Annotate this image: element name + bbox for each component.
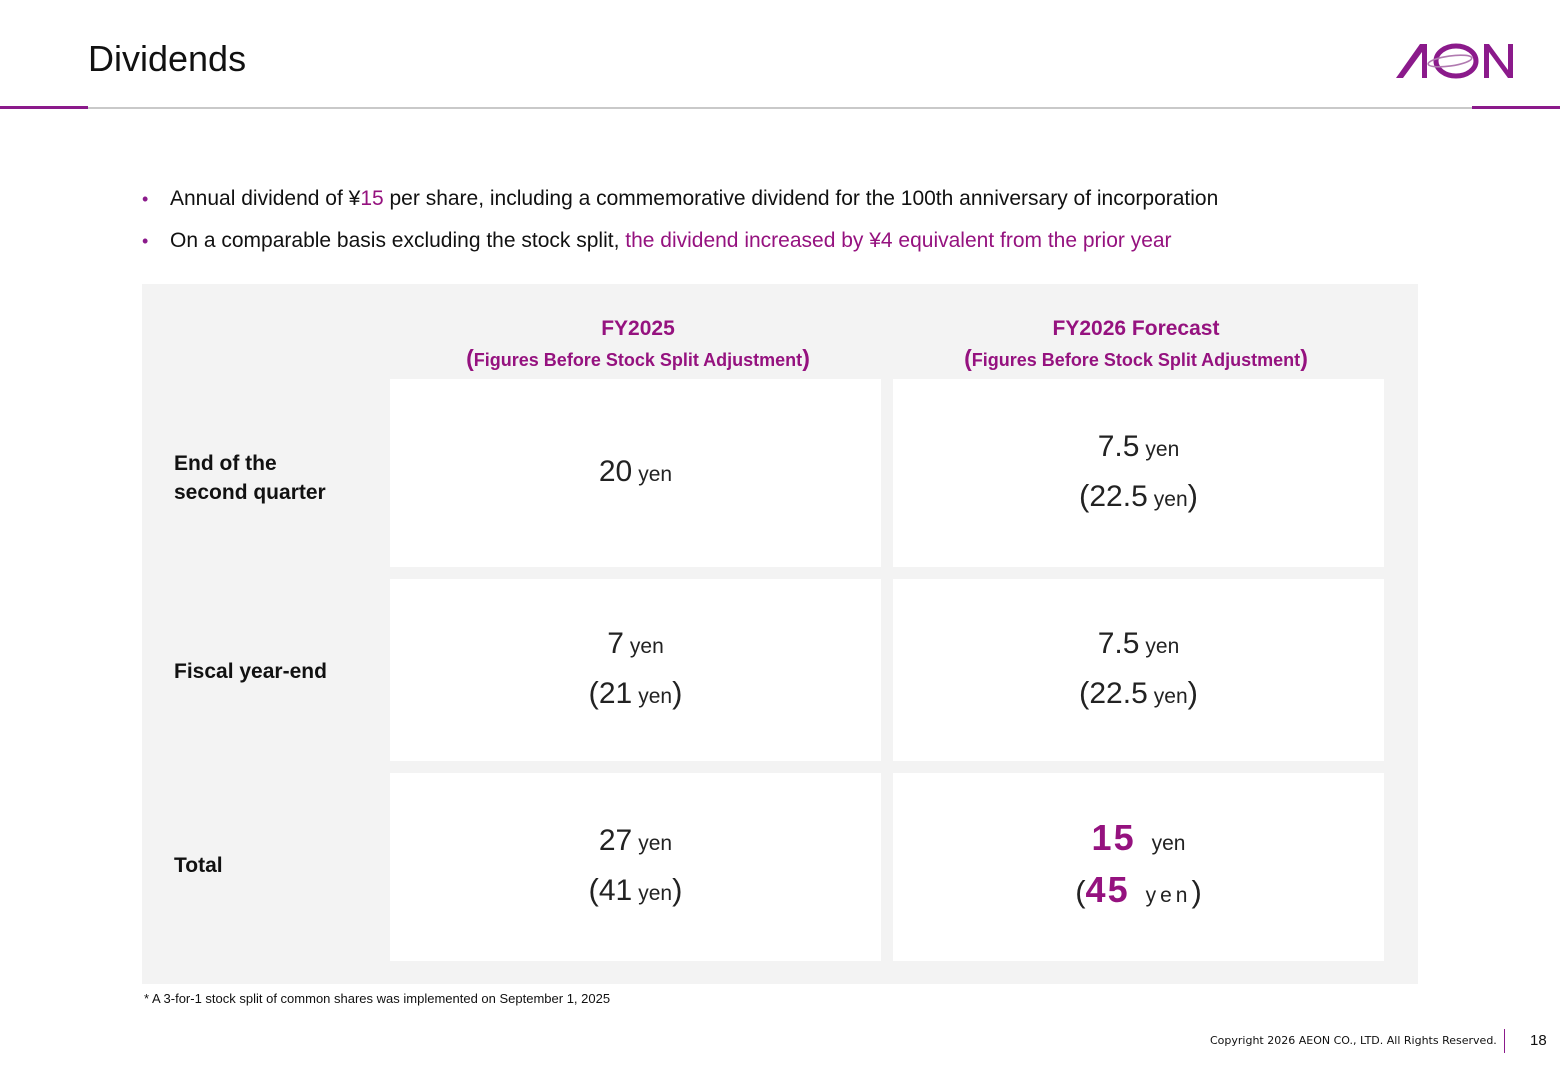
summary-bullets [142, 178, 1218, 262]
bullet-dot: • [142, 189, 149, 209]
bullet-annual-dividend [142, 178, 1218, 220]
bullet-comparable-basis [142, 220, 1218, 262]
header-accent-left [0, 106, 88, 109]
column-header-fy2026-forecast: FY2026 Forecast (Figures Before Stock Split Adjustment) [964, 317, 1308, 371]
bullet-dot: • [142, 231, 149, 251]
cell-fy2025-fiscal-year-end: 7 yen ( 21 yen ) [390, 579, 881, 761]
footer-divider [1504, 1029, 1505, 1053]
cell-fy2025-second-quarter: 20 yen [390, 379, 881, 567]
row-label-fiscal-year-end: Fiscal year-end [174, 660, 327, 683]
cell-fy2026-total: 15 yen ( 45 yen ) [893, 773, 1384, 961]
aeon-logo [1394, 40, 1518, 82]
header-accent-right [1472, 106, 1560, 109]
row-label-second-quarter: End of the second quarter [174, 452, 326, 504]
header-divider [0, 107, 1560, 109]
row-label-total: Total [174, 854, 223, 877]
bullet-text: On a comparable basis excluding the stock split, the dividend increased by ¥4 equivalent from the prior year [170, 229, 1172, 252]
cell-fy2026-fiscal-year-end: 7.5 yen ( 22.5 yen ) [893, 579, 1384, 761]
page-title: Dividends [88, 38, 247, 79]
bullet-text: Annual dividend of ¥15 per share, including a commemorative dividend for the 100th anniversary of incorporation [170, 187, 1219, 210]
copyright-text: Copyright 2026 AEON CO., LTD. All Rights Reserved. [1210, 1034, 1497, 1047]
cell-fy2025-total: 27 yen ( 41 yen ) [390, 773, 881, 961]
page-number: 18 [1530, 1032, 1547, 1049]
cell-fy2026-second-quarter: 7.5 yen ( 22.5 yen ) [893, 379, 1384, 567]
footnote-stock-split: * A 3-for-1 stock split of common shares was implemented on September 1, 2025 [144, 991, 611, 1006]
column-header-fy2025: FY2025 (Figures Before Stock Split Adjustment) [466, 317, 810, 371]
